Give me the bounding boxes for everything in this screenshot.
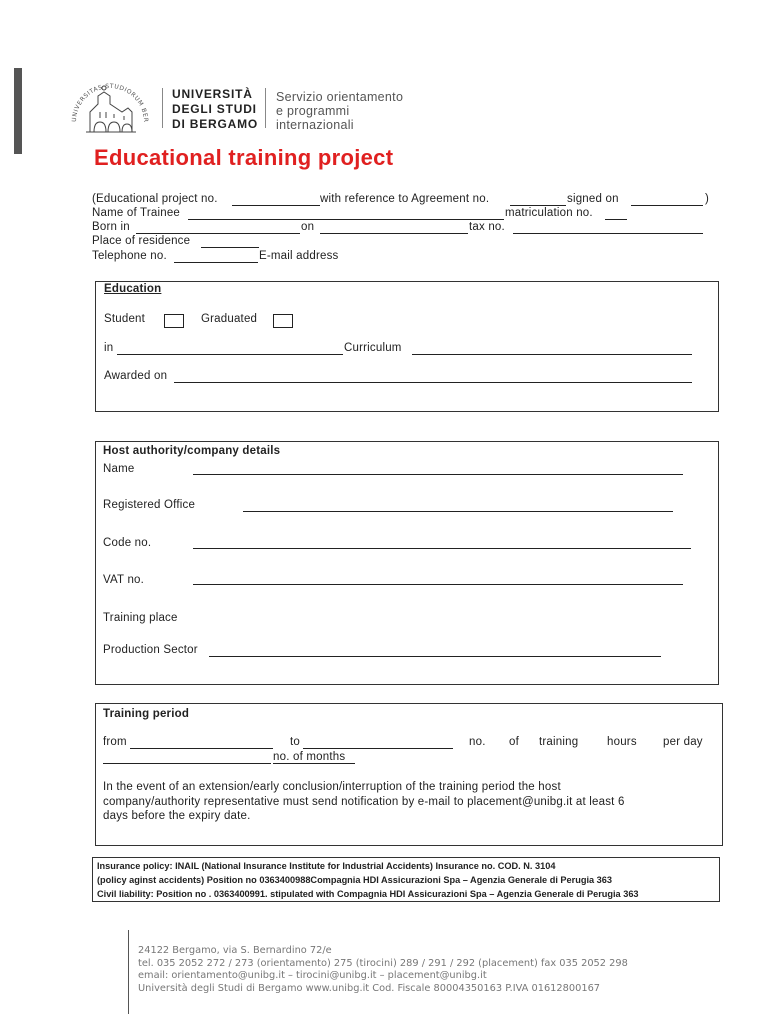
notice-line3: days before the expiry date.	[103, 810, 251, 822]
logo-divider	[162, 88, 163, 128]
student-label: Student	[104, 313, 146, 325]
university-name	[172, 87, 258, 132]
hours-per-day-field[interactable]	[103, 763, 271, 764]
seal-text: UNIVERSITAS STUDIORUM BER	[70, 82, 150, 123]
from-label: from	[103, 736, 127, 748]
university-name-line1: UNIVERSITÀ	[172, 87, 253, 101]
production-sector-field[interactable]	[209, 656, 661, 657]
service-name	[276, 90, 403, 132]
registered-office-field[interactable]	[243, 511, 673, 512]
training-place-label: Training place	[103, 612, 178, 624]
curriculum-label: Curriculum	[344, 342, 402, 354]
born-label: Born in	[92, 221, 130, 233]
production-sector-label: Production Sector	[103, 644, 198, 656]
months-label: no. of months	[273, 751, 346, 763]
agreement-no-field[interactable]	[510, 205, 566, 206]
university-seal-logo	[64, 72, 154, 142]
per-day-label: per day	[663, 736, 703, 748]
telephone-label: Telephone no.	[92, 250, 167, 262]
insurance-text	[97, 859, 639, 901]
project-no-field[interactable]	[232, 205, 320, 206]
footer-divider	[128, 930, 129, 1014]
to-label: to	[290, 736, 300, 748]
in-label: in	[104, 342, 114, 354]
tax-label: tax no.	[469, 221, 505, 233]
footer-line3: email: orientamento@unibg.it – tirocini@unibg.it – placement@unibg.it	[138, 970, 487, 981]
trainee-label: Name of Trainee	[92, 207, 181, 219]
residence-field[interactable]	[201, 247, 259, 248]
code-no-label: Code no.	[103, 537, 152, 549]
email-label: E-mail address	[259, 250, 339, 262]
project-no-label: (Educational project no.	[92, 193, 218, 205]
service-divider	[265, 88, 266, 128]
matriculation-field[interactable]	[605, 219, 627, 220]
residence-label: Place of residence	[92, 235, 191, 247]
registered-office-label: Registered Office	[103, 499, 196, 511]
training-label: training	[539, 736, 579, 748]
on-label: on	[301, 221, 315, 233]
notice-line2: company/authority representative must send notification by e-mail to placement@unibg.it at least 6	[103, 795, 625, 808]
page-title: Educational training project	[94, 145, 394, 170]
insurance-line1: Insurance policy: INAIL (National Insurance Institute for Industrial Accidents) Insurance no. COD. N. 3104	[97, 861, 556, 871]
university-name-line3: DI BERGAMO	[172, 117, 258, 131]
university-name-line2: DEGLI STUDI	[172, 102, 257, 116]
signed-label: signed on	[567, 193, 619, 205]
graduated-checkbox[interactable]	[273, 314, 293, 328]
service-name-line2: e programmi	[276, 104, 350, 118]
notice-line1: In the event of an extension/early conclusion/interruption of the training period the host	[103, 781, 561, 793]
service-name-line3: internazionali	[276, 118, 354, 132]
trainee-field[interactable]	[188, 219, 504, 220]
from-date-field[interactable]	[130, 748, 273, 749]
insurance-line2: (policy aginst accidents) Position no 0363400988Compagnia HDI Assicurazioni Spa – Agenzia Generale di Perugia 363	[97, 875, 613, 885]
margin-bar	[14, 68, 22, 154]
host-name-field[interactable]	[193, 474, 683, 475]
insurance-line3: Civil liability: Position no . 0363400991. stipulated with Compagnia HDI Assicurazioni Spa – Agenzia Generale di Perugia 363	[97, 889, 639, 899]
of-label: of	[509, 736, 519, 748]
footer-line2: tel. 035 2052 272 / 273 (orientamento) 275 (tirocini) 289 / 291 / 292 (placement) fax 035 2052 298	[138, 957, 628, 969]
footer-address	[138, 945, 628, 995]
to-date-field[interactable]	[303, 748, 453, 749]
notice-text	[103, 780, 625, 824]
close-paren: )	[705, 193, 710, 205]
footer-line1: 24122 Bergamo, via S. Bernardino 72/e	[138, 945, 332, 956]
service-name-line1: Servizio orientamento	[276, 90, 404, 104]
months-underline	[273, 763, 355, 764]
education-section	[95, 281, 719, 412]
footer-line4: Università degli Studi di Bergamo www.unibg.it Cod. Fiscale 80004350163 P.IVA 01612800167	[138, 982, 601, 994]
training-heading: Training period	[103, 708, 190, 720]
graduated-label: Graduated	[201, 313, 258, 325]
host-name-label: Name	[103, 463, 135, 475]
signed-date-field[interactable]	[631, 205, 703, 206]
born-place-field[interactable]	[136, 233, 300, 234]
svg-text:UNIVERSITAS STUDIORUM BERGOMEN	[64, 72, 149, 123]
curriculum-field[interactable]	[412, 354, 692, 355]
host-heading: Host authority/company details	[103, 445, 281, 457]
awarded-field[interactable]	[174, 382, 692, 383]
education-heading: Education	[104, 283, 162, 295]
no-label: no.	[469, 736, 486, 748]
awarded-label: Awarded on	[104, 370, 168, 382]
vat-no-field[interactable]	[193, 584, 683, 585]
hours-label: hours	[607, 736, 637, 748]
education-in-field[interactable]	[117, 354, 343, 355]
vat-no-label: VAT no.	[103, 574, 145, 586]
student-checkbox[interactable]	[164, 314, 184, 328]
training-section	[95, 703, 723, 846]
born-date-field[interactable]	[320, 233, 468, 234]
matriculation-label: matriculation no.	[505, 207, 593, 219]
agreement-label: with reference to Agreement no.	[320, 193, 490, 205]
code-no-field[interactable]	[193, 548, 691, 549]
tax-no-field[interactable]	[513, 233, 703, 234]
telephone-field[interactable]	[174, 262, 258, 263]
